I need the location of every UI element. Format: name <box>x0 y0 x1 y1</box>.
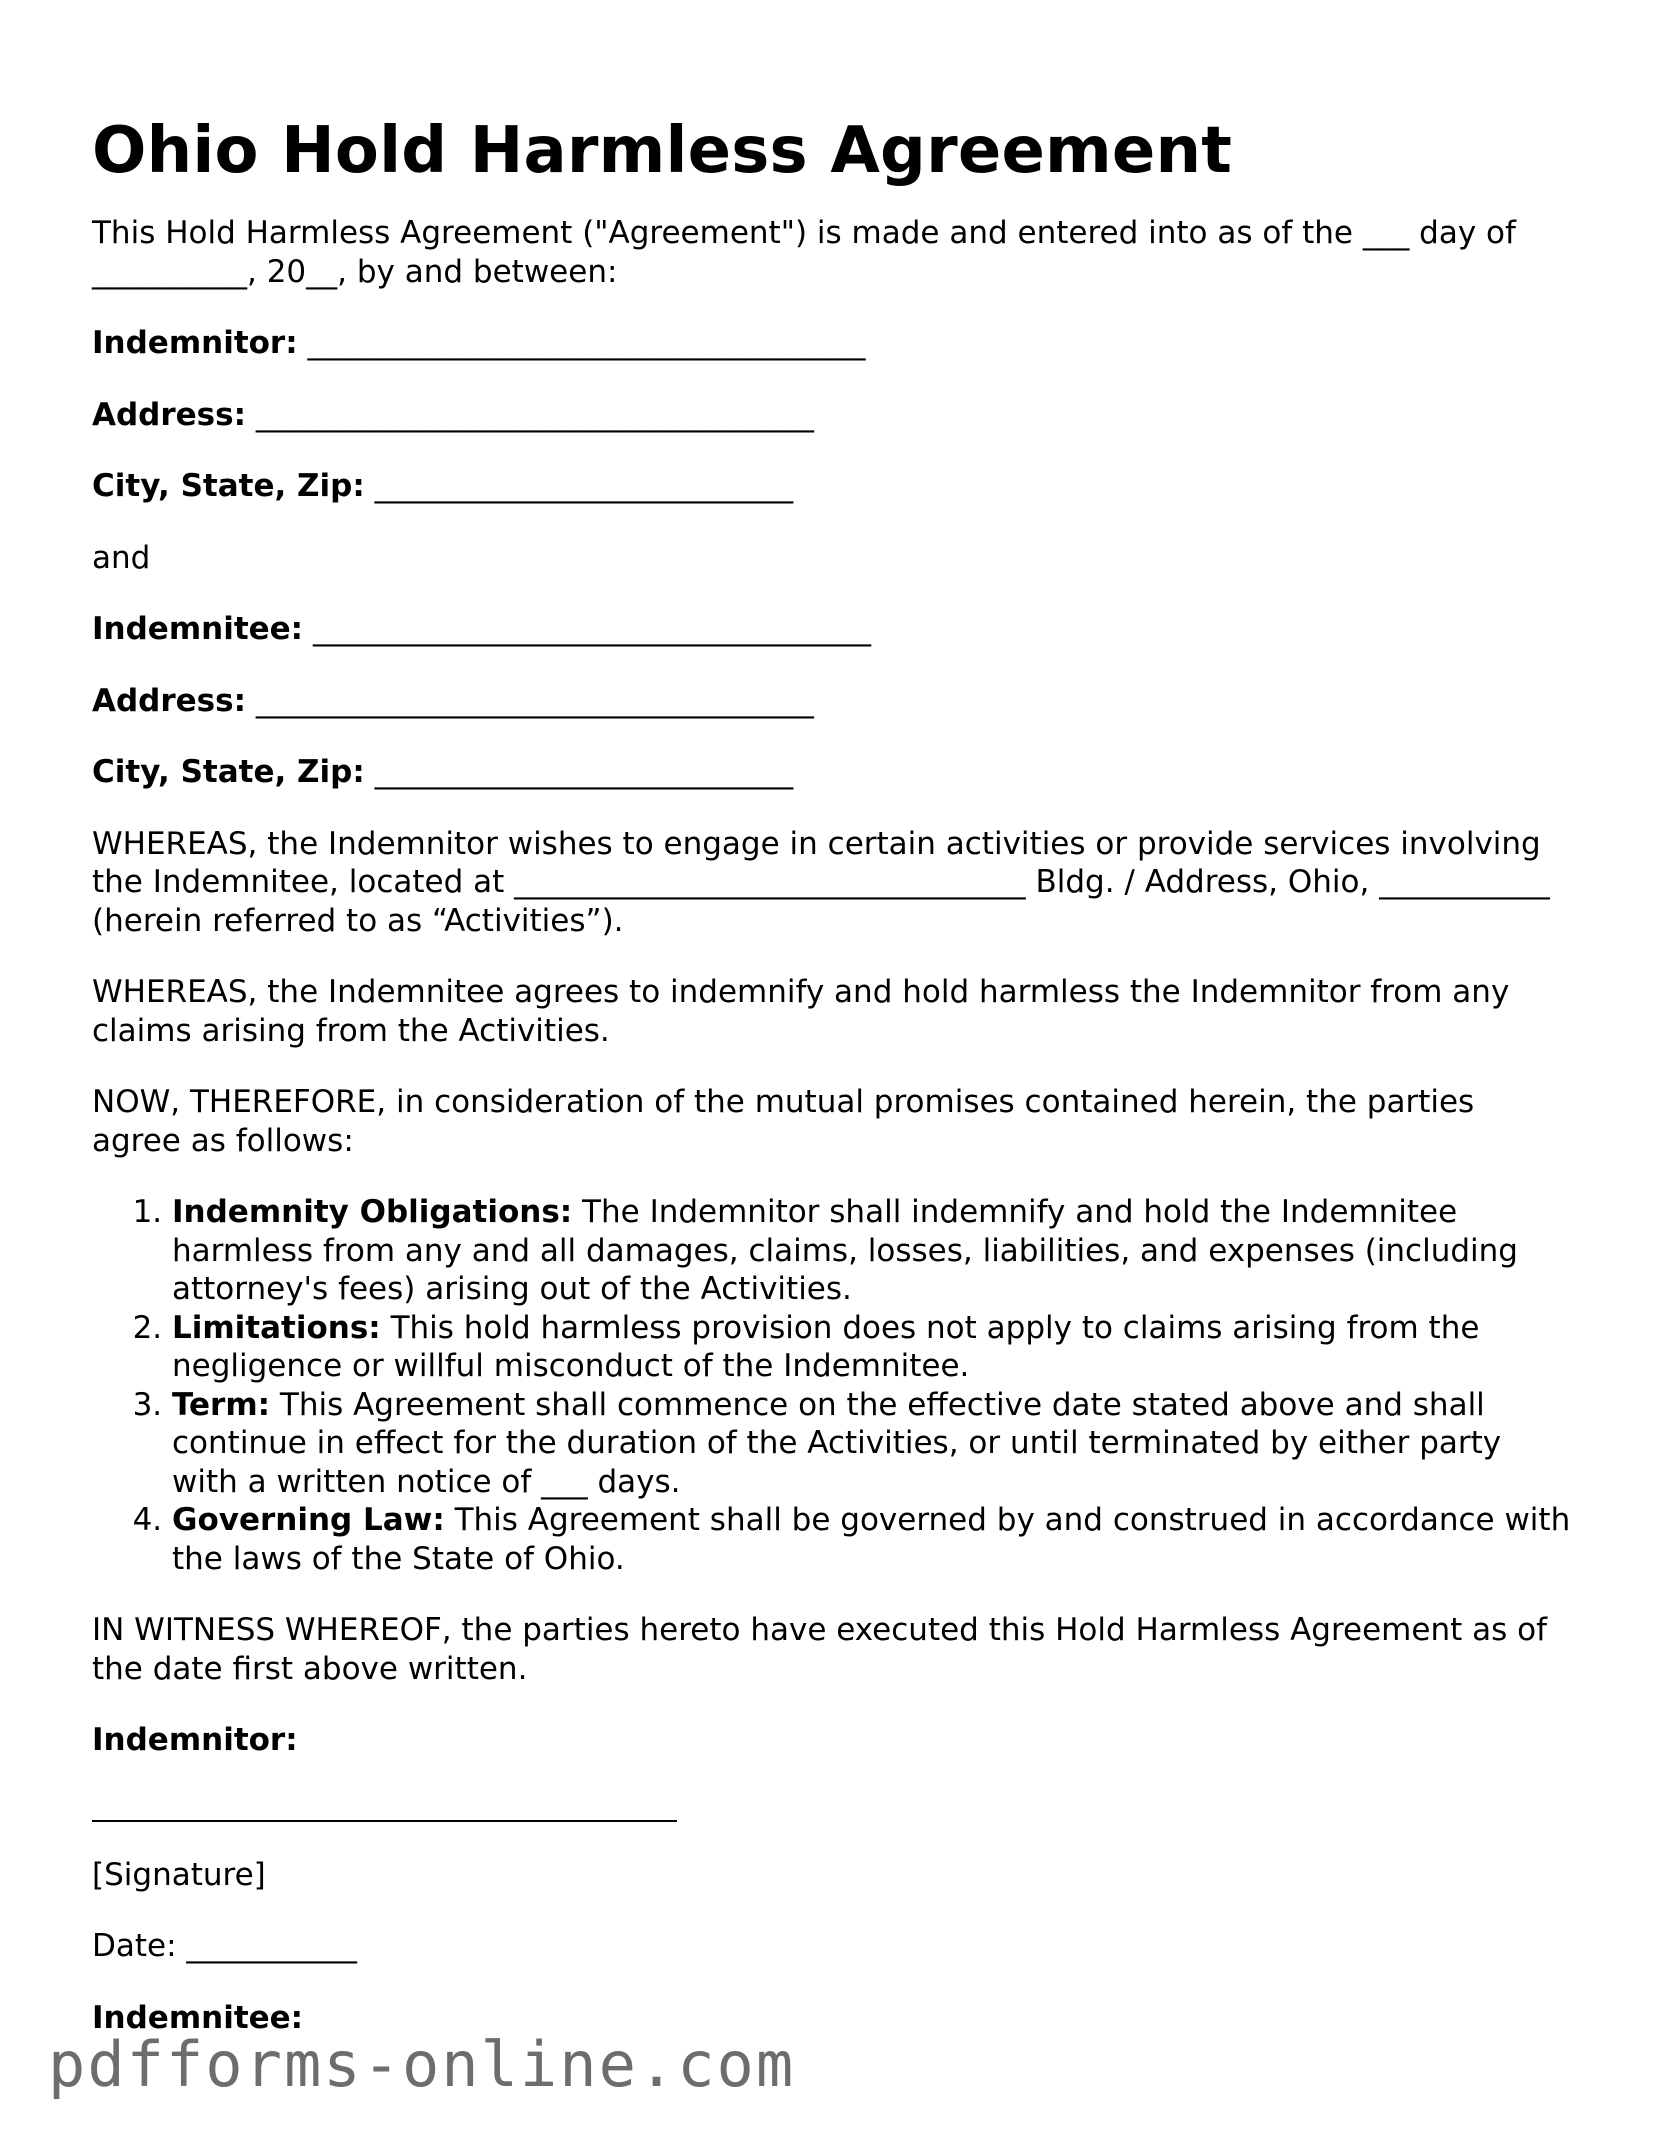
witness-paragraph: IN WITNESS WHEREOF, the parties hereto have executed this Hold Harmless Agreement as of the date first above written. <box>92 1612 1547 1687</box>
indemnitee-city-field <box>92 753 1572 792</box>
term-limitations <box>172 1309 1572 1386</box>
indemnitor-city-field <box>92 467 1572 506</box>
and-text: and <box>92 539 151 576</box>
indemnitor-name-label: Indemnitor: <box>92 325 298 361</box>
signature-indemnitee-heading: Indemnitee: <box>92 1999 304 2036</box>
signature-date-field <box>92 1927 1572 1966</box>
term-text: This Agreement shall be governed by and construed in accordance with the laws of the State of Ohio. <box>172 1502 1571 1577</box>
indemnitee-name-blank: ____________________________________ <box>312 611 871 647</box>
term-term <box>172 1386 1572 1502</box>
document-page <box>92 110 1572 2037</box>
whereas-indemnify-paragraph: WHEREAS, the Indemnitee agrees to indemnify and hold harmless the Indemnitor from any claims arising from the Activities. <box>92 974 1510 1049</box>
term-heading: Indemnity Obligations: <box>172 1194 573 1230</box>
indemnitee-city-blank: ___________________________ <box>374 754 794 790</box>
term-heading: Limitations: <box>172 1309 381 1346</box>
document-title: Ohio Hold Harmless Agreement <box>92 114 1233 188</box>
terms-list <box>92 1193 1572 1578</box>
signature-indemnitee-label <box>92 1999 1572 2038</box>
signature-placeholder: [Signature] <box>92 1856 266 1893</box>
indemnitor-city-blank: ___________________________ <box>374 468 794 504</box>
term-text: This Agreement shall commence on the effective date stated above and shall continue in effect for the duration of the Activities, or until terminated by either party with a written notice of ___ days. <box>172 1386 1502 1500</box>
indemnitee-name-label: Indemnitee: <box>92 611 304 647</box>
signature-indemnitor-heading: Indemnitor: <box>92 1722 298 1758</box>
indemnitor-name-blank: ____________________________________ <box>307 325 866 361</box>
indemnitee-name-field <box>92 610 1572 649</box>
intro-paragraph: This Hold Harmless Agreement ("Agreement") is made and entered into as of the ___ day of __________, 20__, by and between: <box>92 215 1516 290</box>
indemnitee-address-blank: ____________________________________ <box>255 682 814 719</box>
term-text: The Indemnitor shall indemnify and hold the Indemnitee harmless from any and all damages, claims, losses, liabilities, and expenses (including attorney's fees) arising out of the Activities. <box>172 1194 1518 1307</box>
watermark-text: pdfforms-online.com <box>48 2028 796 2101</box>
term-text: This hold harmless provision does not apply to claims arising from the negligence or willful misconduct of the Indemnitee. <box>172 1309 1480 1384</box>
indemnitee-address-field <box>92 682 1572 721</box>
whereas-activities-paragraph: WHEREAS, the Indemnitor wishes to engage in certain activities or provide services involving the Indemnitee, located at _________________________________ Bldg. / Address, Ohio, ___________ (herein referred to as “Activities”). <box>92 825 1550 939</box>
term-heading: Term: <box>172 1386 271 1423</box>
indemnitor-name-field <box>92 324 1572 363</box>
indemnitor-address-field <box>92 396 1572 435</box>
indemnitor-city-label: City, State, Zip: <box>92 468 365 504</box>
indemnitee-address-label: Address: <box>92 682 246 719</box>
indemnitor-address-label: Address: <box>92 396 246 433</box>
term-governing-law <box>172 1501 1572 1578</box>
indemnitor-signature-line <box>92 1820 677 1822</box>
indemnitee-city-label: City, State, Zip: <box>92 754 365 790</box>
indemnitor-address-blank: ____________________________________ <box>255 396 814 433</box>
term-heading: Governing Law: <box>172 1502 445 1538</box>
signature-indemnitor-label <box>92 1721 1572 1760</box>
signature-date-label: Date: <box>92 1928 177 1964</box>
term-indemnity-obligations <box>172 1193 1572 1309</box>
signature-date-blank: ___________ <box>186 1928 357 1964</box>
now-therefore-paragraph: NOW, THEREFORE, in consideration of the mutual promises contained herein, the parties agree as follows: <box>92 1084 1475 1159</box>
